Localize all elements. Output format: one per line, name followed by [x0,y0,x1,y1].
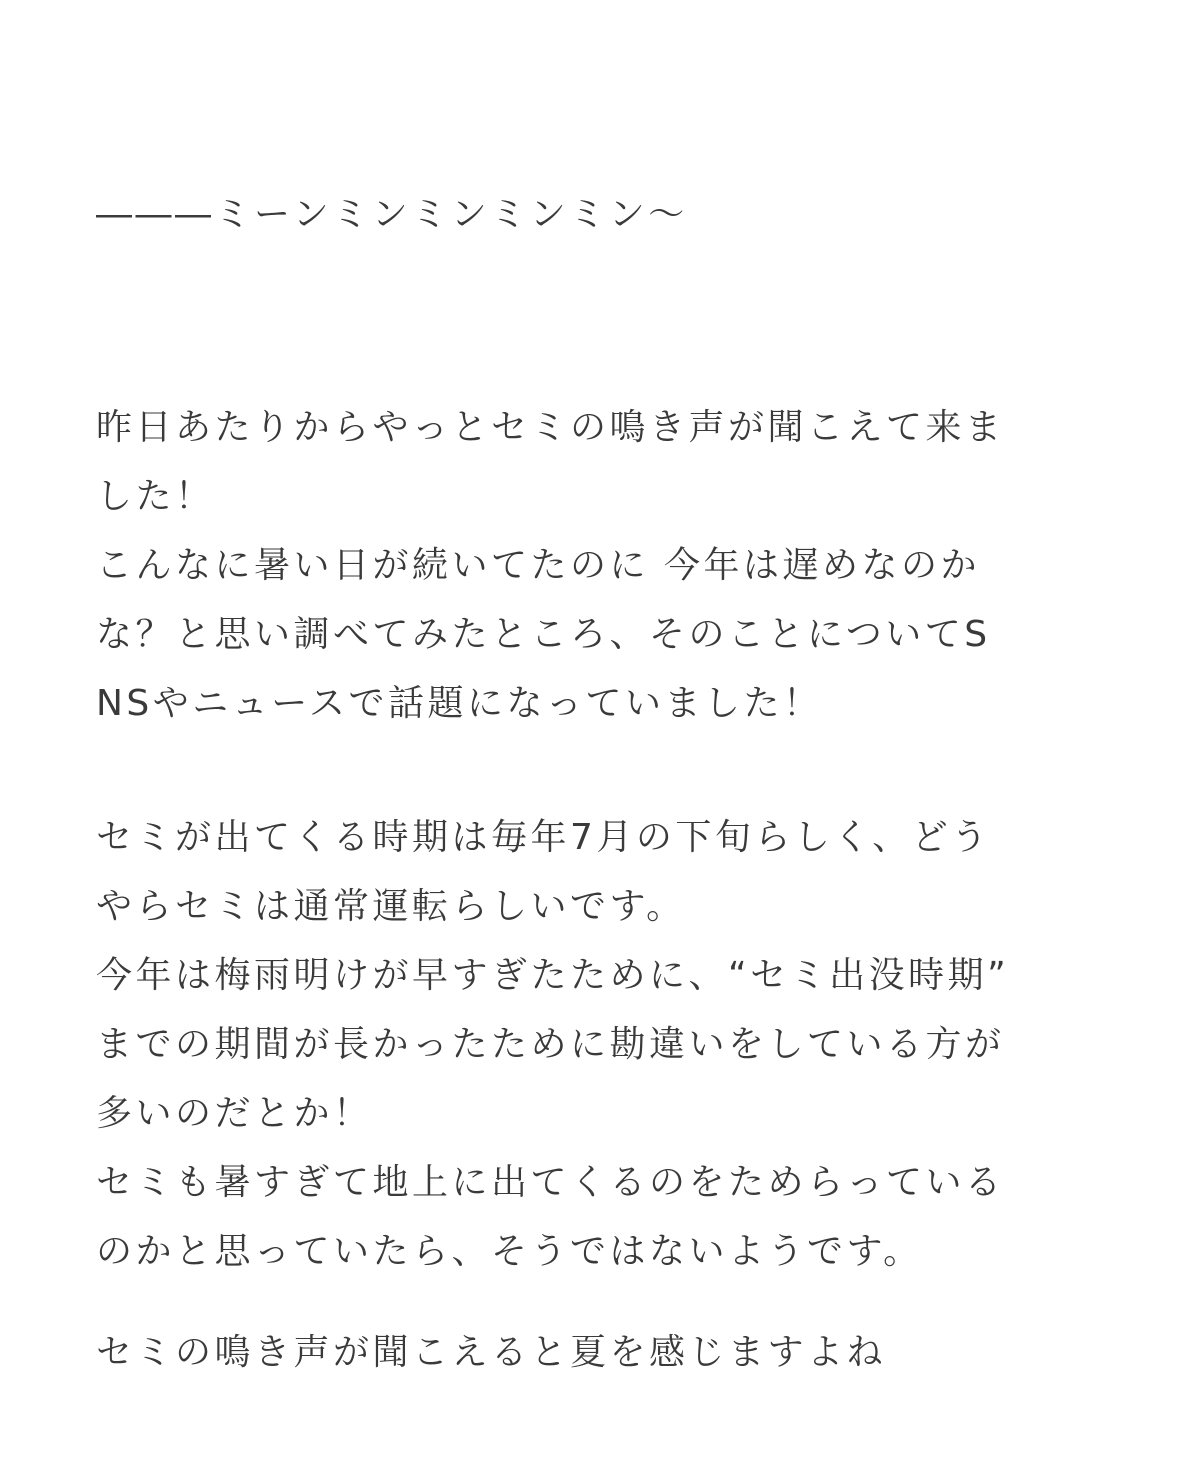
intro-line: ―――ミーンミンミンミンミン〜 [96,194,688,235]
text-line: NSやニュースで話題になっていました！ [96,683,823,724]
paragraph-2 [96,803,1071,1286]
text-line: セミの鳴き声が聞こえると夏を感じますよね [96,1332,887,1373]
text-line: やらセミは通常運転らしいです。 [96,886,686,927]
text-line: こんなに暑い日が続いてたのに 今年は遅めなのか [96,545,980,586]
text-line: な？と思い調べてみたところ、そのことについてS [96,614,991,655]
text-line: した！ [96,476,215,517]
text-line: 多いのだとか！ [96,1093,373,1134]
paragraph-1 [96,393,1071,738]
paragraph-3 [96,1318,1071,1387]
text-line: までの期間が長かったために勘違いをしている方が [96,1024,1005,1065]
text-line: セミが出てくる時期は毎年7月の下旬らしく、どう [96,817,991,858]
text-line: 昨日あたりからやっとセミの鳴き声が聞こえて来ま [96,407,1005,448]
text-line: のかと思っていたら、そうではないようです。 [96,1231,923,1272]
text-line: セミも暑すぎて地上に出てくるのをためらっている [96,1162,1005,1203]
text-line: 今年は梅雨明けが早すぎたために、“セミ出没時期” [96,955,1010,996]
